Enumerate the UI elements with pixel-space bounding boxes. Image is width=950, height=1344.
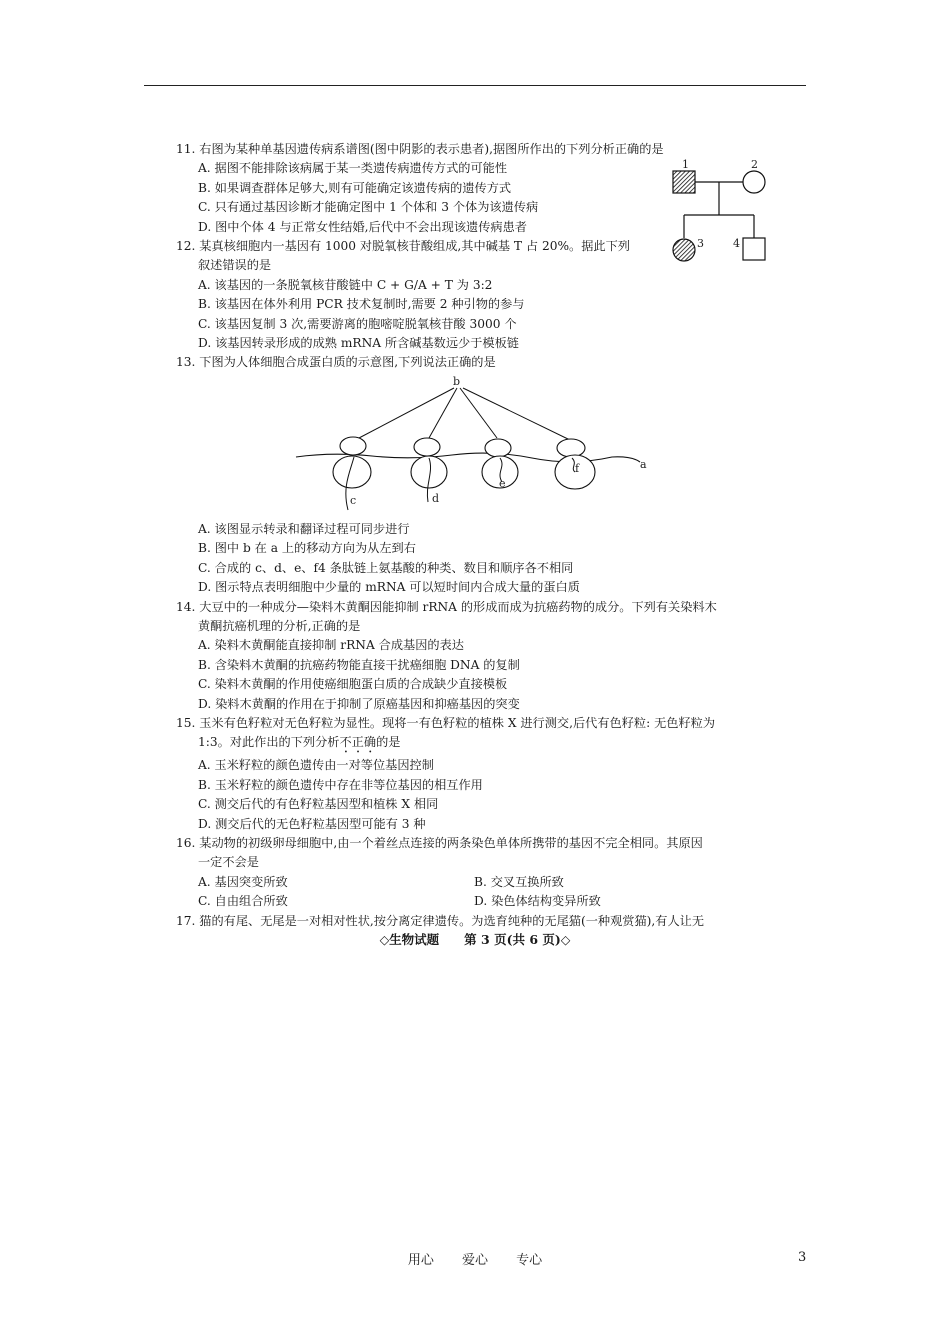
q13-stem: 13. 下图为人体细胞合成蛋白质的示意图,下列说法正确的是 xyxy=(176,355,496,370)
q16-option-b: B. 交叉互换所致 xyxy=(474,874,564,889)
q12-option-d: D. 该基因转录形成的成熟 mRNA 所含碱基数远少于模板链 xyxy=(198,336,519,351)
q14-option-c: C. 染料木黄酮的作用使癌细胞蛋白质的合成缺少直接模板 xyxy=(198,677,508,692)
q15-emphasis: 不正确 xyxy=(339,735,377,750)
q11-option-d: D. 图中个体 4 与正常女性结婚,后代中不会出现该遗传病患者 xyxy=(198,219,527,234)
page-footer: ◇生物试题 第 3 页(共 6 页)◇ xyxy=(379,932,571,947)
footer-word-3: 专心 xyxy=(516,1253,543,1268)
q15-stem-part1: 1:3。对此作出的下列分析 xyxy=(198,735,340,750)
pedigree-chart xyxy=(664,158,774,268)
q15-option-c: C. 测交后代的有色籽粒基因型和植株 X 相同 xyxy=(198,797,439,812)
q12-stem-line2: 叙述错误的是 xyxy=(198,258,272,273)
affected-male-1 xyxy=(673,171,695,193)
q14-option-b: B. 含染料木黄酮的抗癌药物能直接干扰癌细胞 DNA 的复制 xyxy=(198,657,520,672)
ribosome-small-3 xyxy=(485,439,511,457)
q13-option-a: A. 该图显示转录和翻译过程可同步进行 xyxy=(198,521,410,536)
bottom-footer xyxy=(0,1249,950,1268)
translation-diagram xyxy=(292,372,662,517)
q15-option-a: A. 玉米籽粒的颜色遗传由一对等位基因控制 xyxy=(198,758,434,773)
q16-option-d: D. 染色体结构变异所致 xyxy=(474,894,601,909)
label-e: e xyxy=(499,477,506,490)
footer-word-2: 爱心 xyxy=(461,1253,488,1268)
q14-stem-line2: 黄酮抗癌机理的分析,正确的是 xyxy=(198,618,361,633)
q13-option-d: D. 图示特点表明细胞中少量的 mRNA 可以短时间内合成大量的蛋白质 xyxy=(198,580,580,595)
label-4: 4 xyxy=(733,237,740,250)
label-f: f xyxy=(575,462,580,475)
label-a: a xyxy=(640,458,647,471)
label-1: 1 xyxy=(682,158,689,171)
q11-stem: 11. 右图为某种单基因遗传病系谱图(图中阴影的表示患者),据图所作出的下列分析正确的是 xyxy=(176,142,664,156)
q15-stem-line2 xyxy=(176,733,770,756)
q12-option-b: B. 该基因在体外利用 PCR 技术复制时,需要 2 种引物的参与 xyxy=(198,297,525,312)
q16-stem-line1: 16. 某动物的初级卵母细胞中,由一个着丝点连接的两条染色单体所携带的基因不完全相同。其原因 xyxy=(176,835,703,850)
q14-option-a: A. 染料木黄酮能直接抑制 rRNA 合成基因的表达 xyxy=(198,638,464,653)
page-number: 3 xyxy=(798,1250,807,1265)
q15-option-b: B. 玉米籽粒的颜色遗传中存在非等位基因的相互作用 xyxy=(198,777,483,792)
label-3: 3 xyxy=(697,237,704,250)
label-c: c xyxy=(350,494,357,507)
label-b: b xyxy=(453,375,461,388)
q11-option-c: C. 只有通过基因诊断才能确定图中 1 个体和 3 个体为该遗传病 xyxy=(198,200,539,215)
q11-option-a: A. 据图不能排除该病属于某一类遗传病遗传方式的可能性 xyxy=(198,161,508,176)
ribosome-large-2 xyxy=(411,456,447,488)
q15-option-d: D. 测交后代的无色籽粒基因型可能有 3 种 xyxy=(198,816,426,831)
q13-option-b: B. 图中 b 在 a 上的移动方向为从左到右 xyxy=(198,541,416,556)
q15-stem-part3: 的是 xyxy=(376,735,401,750)
q11-option-b: B. 如果调查群体足够大,则有可能确定该遗传病的遗传方式 xyxy=(198,180,512,195)
footer-word-1: 用心 xyxy=(407,1253,434,1268)
q16-options-row2 xyxy=(176,892,770,911)
q16-option-c: C. 自由组合所致 xyxy=(198,894,288,909)
q15-stem-line1: 15. 玉米有色籽粒对无色籽粒为显性。现将一有色籽粒的植株 X 进行测交,后代有色籽粒: 无色籽粒为 xyxy=(176,715,716,730)
normal-male-4 xyxy=(743,238,765,260)
q12-option-a: A. 该基因的一条脱氧核苷酸链中 C + G/A + T 为 3:2 xyxy=(198,277,493,292)
q14-stem-line1: 14. 大豆中的一种成分—染料木黄酮因能抑制 rRNA 的形成而成为抗癌药物的成分。下列有关染料木 xyxy=(176,599,717,614)
q13-option-c: C. 合成的 c、d、e、f4 条肽链上氨基酸的种类、数目和顺序各不相同 xyxy=(198,560,574,575)
affected-female-3 xyxy=(673,239,695,261)
q17-stem: 17. 猫的有尾、无尾是一对相对性状,按分离定律遗传。为选育纯种的无尾猫(一种观赏猫),有人让无 xyxy=(176,913,705,928)
q16-options-row1 xyxy=(176,873,770,892)
pointer-line-2 xyxy=(429,388,457,438)
q16-stem-line2: 一定不会是 xyxy=(198,855,259,870)
header-rule xyxy=(144,85,806,86)
pointer-line-1 xyxy=(359,388,454,438)
q16-option-a: A. 基因突变所致 xyxy=(198,874,288,889)
q12-stem-line1: 12. 某真核细胞内一基因有 1000 对脱氧核苷酸组成,其中碱基 T 占 20%。据此下列 xyxy=(176,239,630,254)
q12-option-c: C. 该基因复制 3 次,需要游离的胞嘧啶脱氧核苷酸 3000 个 xyxy=(198,316,517,331)
ribosome-small-4 xyxy=(557,439,585,457)
label-2: 2 xyxy=(751,158,758,171)
q14-option-d: D. 染料木黄酮的作用在于抑制了原癌基因和抑癌基因的突变 xyxy=(198,696,520,711)
ribosome-small-1 xyxy=(340,437,366,455)
ribosome-large-1 xyxy=(333,456,371,488)
normal-female-2 xyxy=(743,171,765,193)
ribosome-small-2 xyxy=(414,438,440,456)
label-d: d xyxy=(432,492,440,505)
